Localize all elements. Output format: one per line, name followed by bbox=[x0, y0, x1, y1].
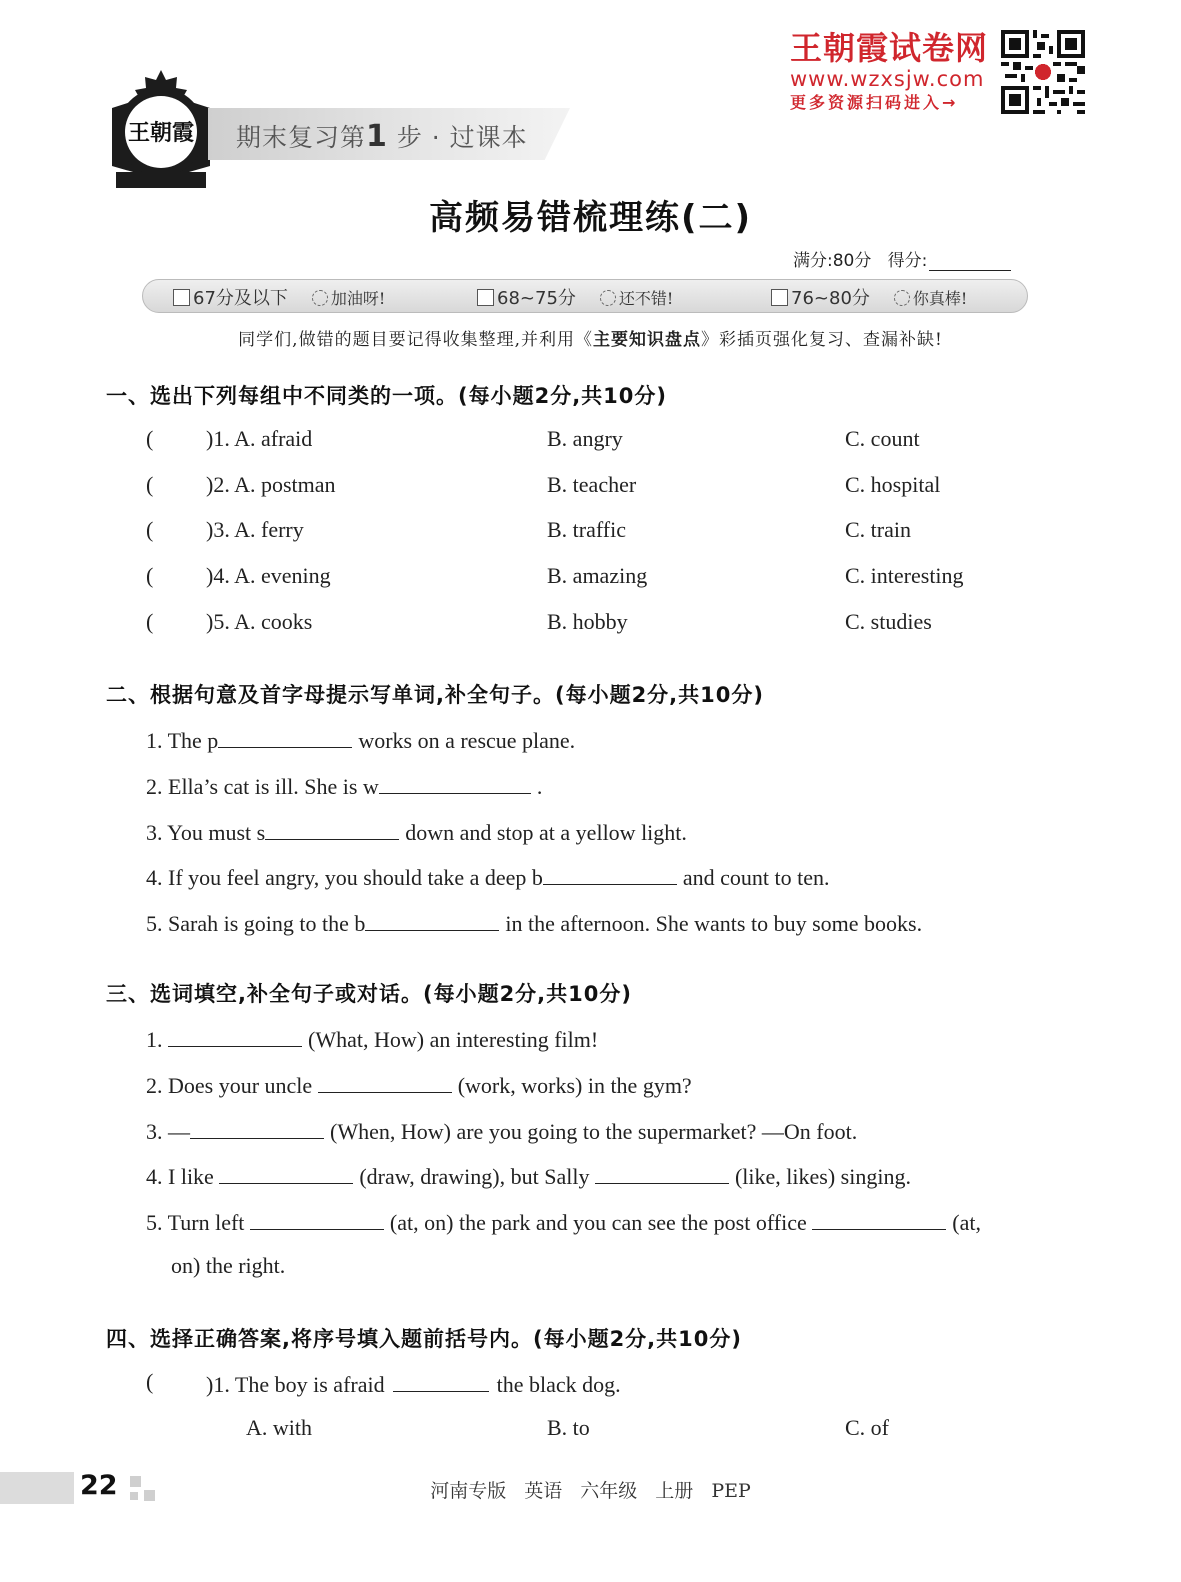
question-1-1: )1. A. afraid bbox=[206, 426, 313, 451]
answer-paren[interactable]: ( bbox=[146, 1369, 154, 1394]
question-4-1: )1. The boy is afraid the black dog. bbox=[206, 1369, 621, 1398]
answer-blank[interactable] bbox=[265, 817, 399, 840]
question-2-2: 2. Ella’s cat is ill. She is w . bbox=[146, 771, 542, 800]
rating-item-3[interactable]: 76~80分 你真棒! bbox=[771, 284, 967, 310]
answer-blank[interactable] bbox=[379, 771, 531, 794]
option-b: B. teacher bbox=[547, 472, 637, 497]
option-b: B. hobby bbox=[547, 609, 628, 634]
score-line bbox=[793, 246, 1011, 271]
question-3-2: 2. Does your uncle (work, works) in the gym? bbox=[146, 1070, 692, 1099]
full-score-label: 满分:80分 bbox=[793, 251, 872, 271]
option-b: B. amazing bbox=[547, 563, 648, 588]
answer-paren[interactable]: ( bbox=[146, 426, 154, 451]
section-1-heading: 一、选出下列每组中不同类的一项。(每小题2分,共10分) bbox=[106, 384, 668, 408]
page-title: 高频易错梳理练(二) bbox=[428, 198, 753, 238]
answer-paren[interactable]: ( bbox=[146, 563, 154, 588]
checkbox-icon[interactable] bbox=[477, 289, 494, 306]
footer-edition-info: 河南专版 英语 六年级 上册 PEP bbox=[430, 1480, 751, 1502]
option-b: B. angry bbox=[547, 426, 623, 451]
brand-scan-prompt: 更多资源扫码进入→ bbox=[790, 93, 959, 112]
brand-block bbox=[790, 30, 988, 114]
option-c: C. of bbox=[845, 1415, 889, 1440]
section-4-heading: 四、选择正确答案,将序号填入题前括号内。(每小题2分,共10分) bbox=[106, 1327, 742, 1351]
answer-paren[interactable]: ( bbox=[146, 472, 154, 497]
smiley-icon bbox=[312, 290, 328, 306]
option-b: B. traffic bbox=[547, 517, 627, 542]
question-2-4: 4. If you feel angry, you should take a deep b and count to ten. bbox=[146, 862, 830, 891]
checkbox-icon[interactable] bbox=[771, 289, 788, 306]
option-c: C. count bbox=[845, 426, 920, 451]
checkbox-icon[interactable] bbox=[173, 289, 190, 306]
answer-blank[interactable] bbox=[365, 908, 499, 931]
question-1-2: )2. A. postman bbox=[206, 472, 336, 497]
answer-blank[interactable] bbox=[393, 1369, 489, 1392]
svg-text:王朝霞: 王朝霞 bbox=[127, 120, 195, 146]
rating-item-2[interactable]: 68~75分 还不错! bbox=[477, 284, 673, 310]
option-c: C. studies bbox=[845, 609, 932, 634]
got-score-label: 得分: bbox=[887, 251, 928, 271]
question-3-5: 5. Turn left (at, on) the park and you can see the post office (at, bbox=[146, 1207, 981, 1236]
answer-blank[interactable] bbox=[543, 862, 677, 885]
option-a: A. with bbox=[246, 1415, 312, 1440]
answer-blank[interactable] bbox=[812, 1207, 946, 1230]
option-c: C. train bbox=[845, 517, 911, 542]
answer-blank[interactable] bbox=[190, 1116, 324, 1139]
answer-blank[interactable] bbox=[168, 1024, 302, 1047]
score-input-line[interactable] bbox=[929, 270, 1011, 271]
study-note: 同学们,做错的题目要记得收集整理,并利用《主要知识盘点》彩插页强化复习、查漏补缺! bbox=[238, 330, 943, 350]
smiley-icon bbox=[894, 290, 910, 306]
question-2-3: 3. You must s down and stop at a yellow light. bbox=[146, 817, 687, 846]
answer-paren[interactable]: ( bbox=[146, 609, 154, 634]
question-3-5-continued: on) the right. bbox=[171, 1253, 286, 1278]
section-3-heading: 三、选词填空,补全句子或对话。(每小题2分,共10分) bbox=[106, 982, 632, 1006]
question-3-1: 1. (What, How) an interesting film! bbox=[146, 1024, 598, 1053]
question-1-5: )5. A. cooks bbox=[206, 609, 313, 634]
question-3-3: 3. — (When, How) are you going to the supermarket? —On foot. bbox=[146, 1116, 857, 1145]
section-2-heading: 二、根据句意及首字母提示写单词,补全句子。(每小题2分,共10分) bbox=[106, 683, 764, 707]
answer-blank[interactable] bbox=[250, 1207, 384, 1230]
option-b: B. to bbox=[547, 1415, 590, 1440]
brand-name: 王朝霞试卷网 bbox=[790, 29, 989, 67]
step-banner-text: 期末复习第1 步 · 过课本 bbox=[236, 119, 528, 154]
brand-url[interactable]: www.wzxsjw.com bbox=[790, 67, 985, 91]
rating-item-1[interactable]: 67分及以下 加油呀! bbox=[173, 284, 385, 310]
question-1-3: )3. A. ferry bbox=[206, 517, 304, 542]
page-number: 22 bbox=[80, 1470, 118, 1501]
brand-badge-logo bbox=[106, 68, 216, 190]
smiley-icon bbox=[600, 290, 616, 306]
option-c: C. hospital bbox=[845, 472, 941, 497]
answer-blank[interactable] bbox=[219, 1161, 353, 1184]
qr-code-icon[interactable] bbox=[1001, 30, 1085, 114]
answer-paren[interactable]: ( bbox=[146, 517, 154, 542]
question-2-5: 5. Sarah is going to the b in the afternoon. She wants to buy some books. bbox=[146, 908, 922, 937]
question-3-4: 4. I like (draw, drawing), but Sally (like, likes) singing. bbox=[146, 1161, 911, 1190]
answer-blank[interactable] bbox=[595, 1161, 729, 1184]
option-c: C. interesting bbox=[845, 563, 964, 588]
question-2-1: 1. The p works on a rescue plane. bbox=[146, 725, 575, 754]
answer-blank[interactable] bbox=[318, 1070, 452, 1093]
answer-blank[interactable] bbox=[218, 725, 352, 748]
question-1-4: )4. A. evening bbox=[206, 563, 331, 588]
